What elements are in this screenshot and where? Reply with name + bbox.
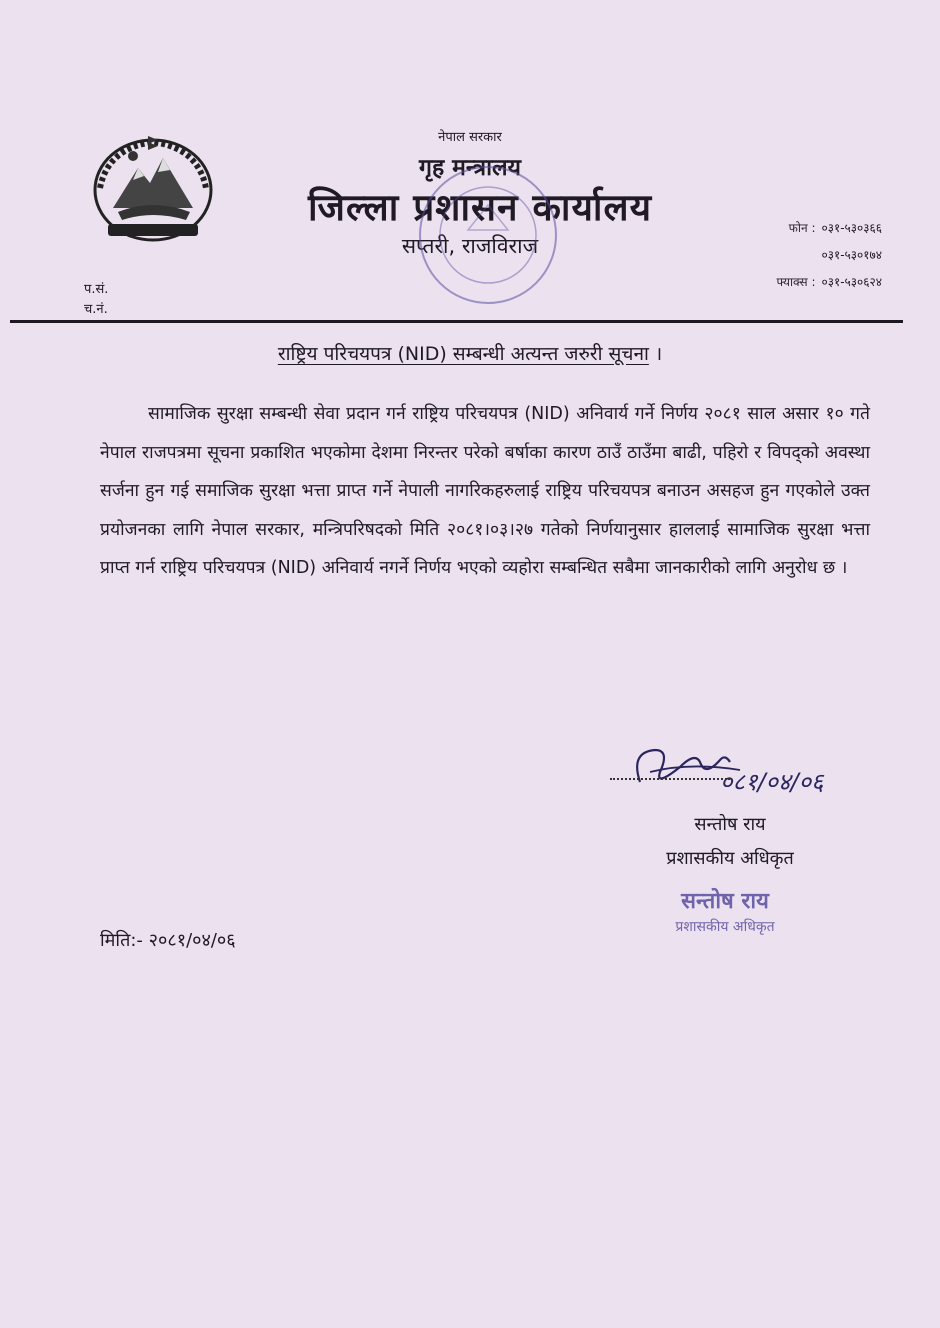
signatory-name: सन्तोष राय: [694, 814, 766, 835]
fax-number: ०३१-५३०६२४: [821, 275, 882, 289]
notice-paragraph: सामाजिक सुरक्षा सम्बन्धी सेवा प्रदान गर्न राष्ट्रिय परिचयपत्र (NID) अनिवार्य गर्ने निर्णय २०८१ साल असार १० गते नेपाल राजपत्रमा सूचना प्रकाशित भएकोमा देशमा निरन्तर परेको बर्षाका कारण ठाउँ ठाउँमा बाढी, पहिरो र विपद्को अवस्था सर्जना हुन गई समाजिक सुरक्षा भत्ता प्राप्त गर्ने नेपाली नागरिकहरुलाई राष्ट्रिय परिचयपत्र बनाउन असहज हुन गएकोले उक्त प्रयोजनका लागि नेपाल सरकार, मन्त्रिपरिषदको मिति २०८१।०३।२७ गतेको निर्णयानुसार हाललाई सामाजिक सुरक्षा भत्ता प्राप्त गर्न राष्ट्रिय परिचयपत्र (NID) अनिवार्य नगर्ने निर्णय भएको व्यहोरा सम्बन्धित सबैमा जानकारीको लागि अनुरोध छ ।: [100, 404, 870, 578]
signature-dotted-line: [610, 778, 730, 780]
phone-label: फोन :: [788, 221, 816, 235]
header-divider: [10, 320, 903, 323]
ministry-name: गृह मन्त्रालय: [419, 155, 521, 181]
name-stamp-title: प्रशासकीय अधिकृत: [675, 919, 775, 935]
signatory-title: प्रशासकीय अधिकृत: [666, 848, 794, 869]
phone-number-2: ०३१-५३०१७४: [821, 248, 882, 262]
notice-subject-text: राष्ट्रिय परिचयपत्र (NID) सम्बन्धी अत्यन्त जरुरी सूचना: [277, 343, 649, 365]
dispatch-number-label: च.नं.: [84, 302, 108, 317]
handwritten-signature: [610, 732, 870, 802]
name-stamp: [650, 885, 800, 936]
office-name: जिल्ला प्रशासन कार्यालय: [307, 186, 653, 229]
handwritten-date: ०८१/०४/०६: [720, 768, 824, 796]
name-stamp-name: सन्तोष राय: [681, 889, 769, 914]
contact-block: [702, 215, 882, 296]
notice-date: मिति:- २०८१/०४/०६: [100, 930, 236, 951]
government-label: नेपाल सरकार: [438, 130, 502, 145]
nepal-emblem-icon: [78, 128, 228, 248]
office-seal-stamp: [410, 160, 565, 310]
reference-number-label: प.सं.: [84, 282, 109, 297]
notice-body: [100, 395, 870, 588]
phone-number-1: ०३१-५३०३६६: [821, 221, 882, 235]
fax-label: फ्याक्स :: [776, 275, 816, 289]
reference-block: [84, 280, 108, 320]
notice-subject-end: ।: [654, 343, 663, 365]
office-location: सप्तरी, राजविराज: [401, 234, 539, 258]
notice-subject: [150, 340, 790, 366]
